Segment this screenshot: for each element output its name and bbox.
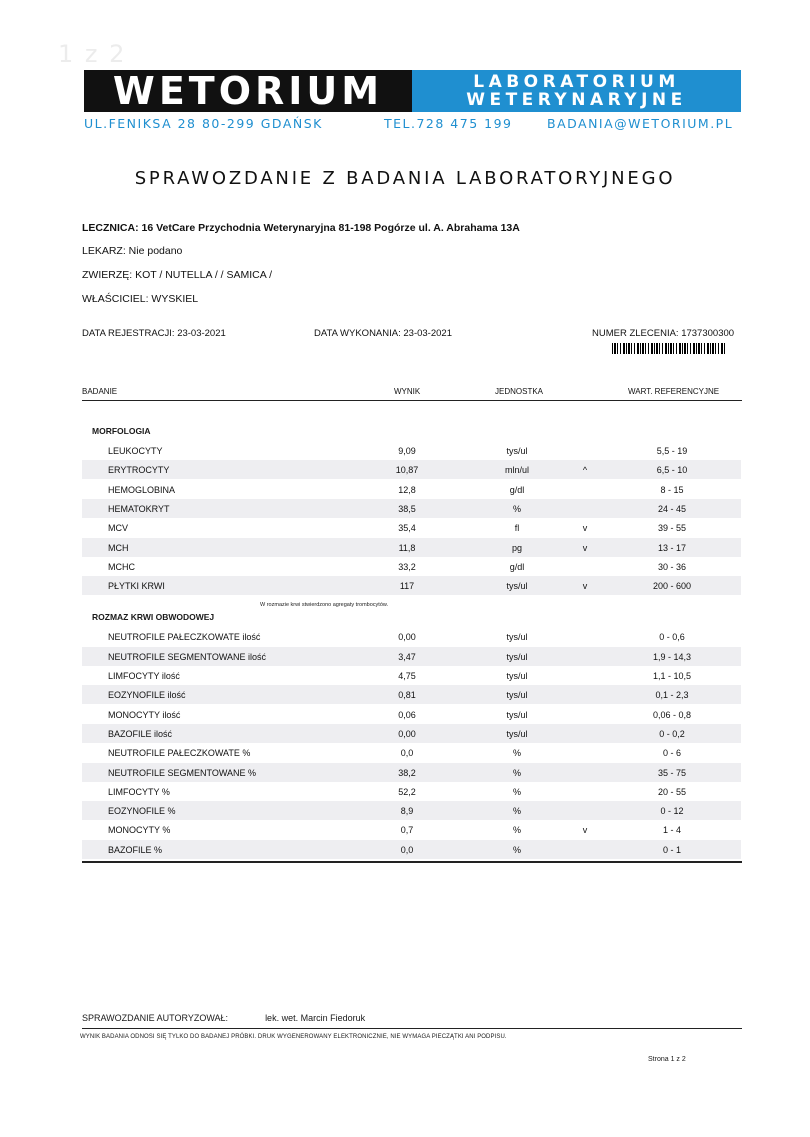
test-name: HEMATOKRYT (108, 503, 170, 514)
reference-range: 0 - 1 (662, 844, 681, 855)
authorized-name: lek. wet. Marcin Fiedoruk (265, 1013, 366, 1023)
test-name: MONOCYTY ilość (108, 709, 181, 720)
result-value: 0,00 (398, 632, 416, 643)
table-row (82, 518, 741, 537)
result-unit: tys/ul (506, 581, 528, 592)
result-unit: tys/ul (506, 632, 528, 643)
result-value: 11,8 (398, 542, 416, 553)
test-name: HEMOGLOBINA (108, 484, 176, 495)
result-value: 3,47 (398, 651, 416, 662)
result-value: 38,5 (398, 503, 416, 514)
reference-range: 13 - 17 (657, 542, 687, 553)
table-row (82, 801, 741, 820)
result-value: 117 (399, 581, 415, 592)
result-unit: g/dl (509, 484, 525, 495)
result-value: 10,87 (395, 465, 419, 476)
test-name: PŁYTKI KRWI (108, 581, 165, 592)
table-row (82, 820, 741, 839)
result-unit: tys/ul (506, 690, 528, 701)
reference-range: 8 - 15 (660, 484, 684, 495)
animal-info: ZWIERZĘ: KOT / NUTELLA / / SAMICA / (82, 269, 273, 281)
result-unit: % (512, 806, 521, 817)
table-row (82, 782, 741, 801)
reference-range: 35 - 75 (657, 767, 687, 778)
result-unit: % (512, 825, 521, 836)
lab-address: UL.FENIKSA 28 80-299 GDAŃSK (84, 116, 323, 131)
reference-range: 1 - 4 (662, 825, 681, 836)
table-bottom-divider (82, 861, 742, 863)
table-row (82, 576, 741, 595)
test-name: MCHC (108, 561, 135, 572)
result-flag: v (582, 581, 588, 592)
test-name: NEUTROFILE SEGMENTOWANE % (108, 767, 257, 778)
authorized-label: SPRAWOZDANIE AUTORYZOWAŁ: (82, 1013, 229, 1023)
test-name: NEUTROFILE SEGMENTOWANE ilość (108, 651, 267, 662)
lab-phone: TEL.728 475 199 (384, 116, 513, 131)
result-unit: tys/ul (506, 446, 528, 456)
result-unit: tys/ul (506, 671, 528, 681)
test-name: EOZYNOFILE ilość (108, 690, 186, 701)
table-row (82, 724, 741, 743)
result-value: 38,2 (398, 767, 416, 778)
table-row (82, 685, 741, 704)
logo-laboratorium (412, 70, 741, 112)
result-unit: tys/ul (506, 728, 528, 739)
test-name: ERYTROCYTY (108, 465, 170, 476)
header-result: WYNIK (394, 387, 421, 396)
lab-email[interactable]: BADANIA@WETORIUM.PL (547, 116, 734, 131)
result-unit: mln/ul (504, 465, 529, 476)
reference-range: 0 - 12 (660, 806, 684, 817)
result-flag: v (582, 523, 588, 534)
test-name: LIMFOCYTY ilość (108, 671, 180, 681)
test-name: EOZYNOFILE % (108, 806, 176, 817)
result-flag: v (582, 542, 588, 553)
test-name: LEUKOCYTY (108, 446, 163, 456)
test-name: MONOCYTY % (108, 825, 171, 836)
reference-range: 0 - 0,2 (659, 728, 685, 739)
table-row (82, 441, 741, 460)
reference-range: 24 - 45 (657, 503, 687, 514)
table-row (82, 666, 741, 685)
logo-line1: LABORATORIUM (473, 72, 680, 92)
table-header (82, 384, 742, 398)
ghost-page-watermark: 1 z 2 (58, 40, 127, 68)
registration-date: DATA REJESTRACJI: 23-03-2021 (82, 328, 226, 339)
result-unit: fl (514, 523, 520, 534)
logo-line2: WETERYNARYJNE (466, 90, 687, 110)
order-number: NUMER ZLECENIA: 1737300300 (592, 328, 735, 339)
header-test: BADANIE (82, 387, 118, 396)
table-row (82, 647, 741, 666)
disclaimer: WYNIK BADANIA ODNOSI SIĘ TYLKO DO BADANEJ PRÓBKI. DRUK WYGENEROWANY ELEKTRONICZNIE, NIE WYMAGA PIECZĄTKI ANI PODPISU. (80, 1034, 507, 1040)
test-name: NEUTROFILE PAŁECZKOWATE % (108, 748, 251, 759)
table-row (82, 840, 741, 859)
owner-info: WŁAŚCICIEL: WYSKIEL (82, 293, 199, 305)
result-value: 52,2 (398, 786, 416, 797)
reference-range: 20 - 55 (657, 786, 687, 797)
table-header-divider (82, 400, 742, 401)
table-row (82, 480, 741, 499)
test-name: NEUTROFILE PAŁECZKOWATE ilość (108, 632, 261, 643)
result-value: 4,75 (398, 671, 416, 681)
result-value: 9,09 (398, 446, 416, 456)
table-row (82, 743, 741, 762)
table-row (82, 627, 741, 646)
reference-range: 5,5 - 19 (656, 446, 688, 456)
result-value: 0,00 (398, 728, 416, 739)
result-value: 0,0 (400, 748, 414, 759)
clinic-info: LECZNICA: 16 VetCare Przychodnia Weterynaryjna 81-198 Pogórze ul. A. Abrahama 13A (82, 222, 520, 234)
table-row (82, 538, 741, 557)
section-note: W rozmazie krwi stwierdzono agregaty trombocytów. (260, 602, 389, 608)
result-unit: g/dl (509, 561, 525, 572)
result-value: 0,7 (400, 825, 414, 836)
reference-range: 1,1 - 10,5 (652, 671, 692, 681)
result-unit: % (512, 786, 521, 797)
table-row (82, 705, 741, 724)
result-unit: % (512, 844, 521, 855)
logo-main-text: WETORIUM (112, 69, 384, 113)
reference-range: 30 - 36 (657, 561, 687, 572)
reference-range: 0 - 0,6 (659, 632, 685, 643)
reference-range: 0,06 - 0,8 (652, 709, 692, 720)
result-unit: tys/ul (506, 709, 528, 720)
result-flag: v (582, 825, 588, 836)
test-name: BAZOFILE ilość (108, 728, 173, 739)
result-unit: pg (511, 542, 522, 553)
result-value: 12,8 (398, 484, 416, 495)
section-title: MORFOLOGIA (92, 426, 151, 436)
result-unit: % (512, 503, 521, 514)
result-unit: % (512, 767, 521, 778)
section-header (82, 421, 741, 440)
header-reference: WART. REFERENCYJNE (628, 387, 720, 396)
result-value: 0,06 (398, 709, 416, 720)
table-row (82, 499, 741, 518)
section-title: ROZMAZ KRWI OBWODOWEJ (92, 612, 215, 623)
page-number: Strona 1 z 2 (648, 1056, 686, 1063)
reference-range: 0 - 6 (662, 748, 681, 759)
footer-divider (82, 1028, 742, 1029)
result-value: 0,0 (400, 844, 414, 855)
test-name: MCH (108, 542, 129, 553)
reference-range: 200 - 600 (652, 581, 692, 592)
result-value: 35,4 (398, 523, 416, 534)
logo-wetorium (84, 70, 412, 112)
execution-date: DATA WYKONANIA: 23-03-2021 (314, 328, 452, 339)
header-unit: JEDNOSTKA (495, 387, 544, 396)
test-name: BAZOFILE % (108, 844, 163, 855)
result-value: 8,9 (400, 806, 414, 817)
result-flag: ^ (582, 465, 588, 476)
test-name: LIMFOCYTY % (108, 786, 170, 797)
reference-range: 6,5 - 10 (656, 465, 688, 476)
document-title: SPRAWOZDANIE Z BADANIA LABORATORYJNEGO (134, 168, 676, 189)
doctor-info: LEKARZ: Nie podano (82, 245, 183, 257)
test-name: MCV (108, 523, 128, 534)
table-row (82, 460, 741, 479)
result-value: 33,2 (398, 561, 416, 572)
reference-range: 1,9 - 14,3 (652, 651, 692, 662)
result-value: 0,81 (398, 690, 416, 701)
section-header (82, 607, 741, 626)
table-row (82, 557, 741, 576)
authorization (82, 1013, 365, 1023)
table-row (82, 763, 741, 782)
reference-range: 39 - 55 (657, 523, 687, 534)
barcode (612, 343, 726, 354)
result-unit: % (512, 748, 521, 759)
reference-range: 0,1 - 2,3 (655, 690, 689, 701)
result-unit: tys/ul (506, 651, 528, 662)
